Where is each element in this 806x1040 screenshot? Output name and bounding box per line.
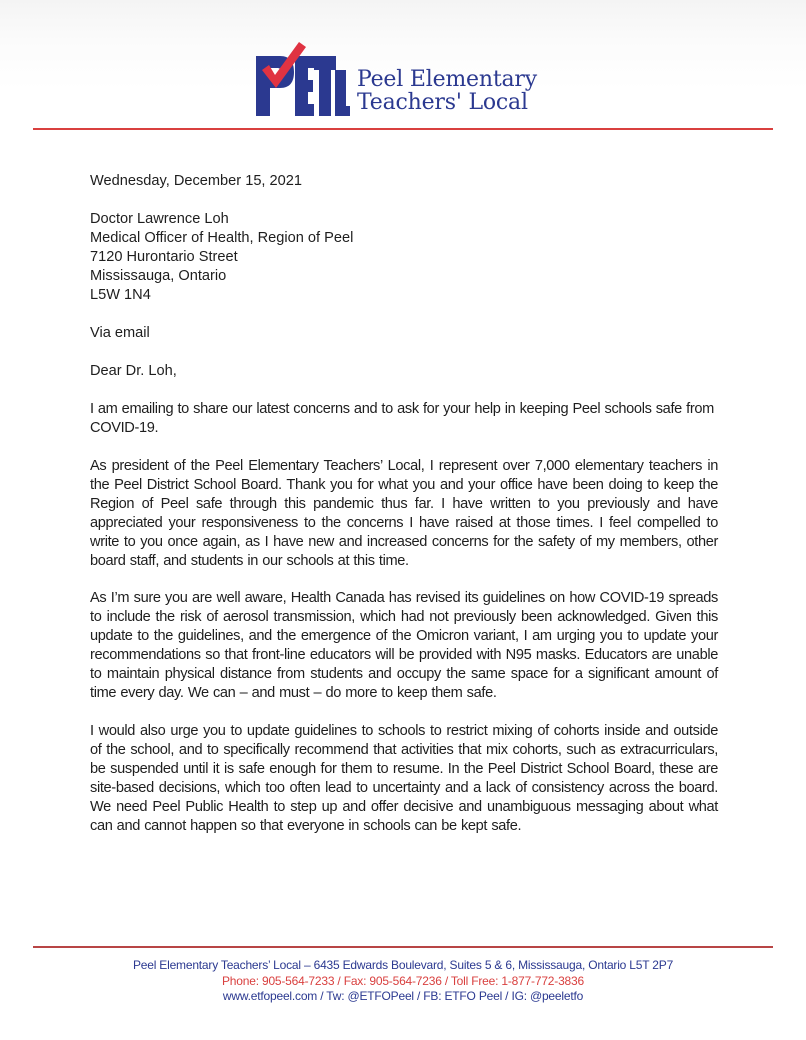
body-paragraph: I am emailing to share our latest concerns and to ask for your help in keeping Peel schools safe from COVID-19. bbox=[90, 401, 714, 436]
recipient-address bbox=[90, 210, 718, 305]
footer-address: Peel Elementary Teachers’ Local – 6435 Edwards Boulevard, Suites 5 & 6, Mississauga, Ontario L5T 2P7 bbox=[132, 958, 674, 972]
recipient-name: Doctor Lawrence Loh bbox=[90, 211, 229, 227]
org-name-line1: Peel Elementary bbox=[357, 67, 537, 92]
footer-phones: Phone: 905-564-7233 / Fax: 905-564-7236 / Toll Free: 1-877-772-3836 bbox=[222, 973, 584, 988]
footer-divider bbox=[33, 946, 773, 948]
petl-logo bbox=[254, 40, 350, 118]
body-paragraph: I would also urge you to update guidelines to schools to restrict mixing of cohorts inside and outside of the school, and to specifically recommend that activities that mix cohorts, such as extracurriculars, be suspended until it is safe enough for them to resume. In the Peel District School Board, these are site-based decisions, which too often lead to uncertainty and a lack of consistency across the board. We need Peel Public Health to step up and offer decisive and unambiguous messaging about what can and cannot happen so that everyone in schools can be kept safe. bbox=[90, 722, 718, 834]
header-divider bbox=[33, 128, 773, 130]
body-paragraph: As president of the Peel Elementary Teachers’ Local, I represent over 7,000 elementary teachers in the Peel District School Board. Thank you for what you and your office have been doing to keep the Region of Peel safe through this pandemic thus far. I have written to you previously and have appreciated your responsiveness to the concerns I have raised at those times. I feel compelled to write to you once again, as I have new and increased concerns for the safety of my members, other board staff, and students in our schools at this time. bbox=[90, 457, 718, 569]
org-name-line2: Teachers' Local bbox=[357, 90, 528, 115]
letter-body bbox=[90, 172, 718, 854]
salutation: Dear Dr. Loh, bbox=[90, 363, 177, 379]
recipient-postal-code: L5W 1N4 bbox=[90, 287, 151, 303]
footer-web-social: www.etfopeel.com / Tw: @ETFOPeel / FB: ETFO Peel / IG: @peeletfo bbox=[222, 989, 584, 1003]
body-paragraph: As I’m sure you are well aware, Health Canada has revised its guidelines on how COVID-19 spreads to include the risk of aerosol transmission, which had not previously been acknowledged. Given this update to the guidelines, and the emergence of the Omicron variant, I am urging you to update your recommendations so that front-line educators will be provided with N95 masks. Educators are unable to maintain physical distance from students and occupy the same space for a significant amount of time every day. We can – and must – do more to keep them safe. bbox=[90, 590, 718, 701]
letter-date: Wednesday, December 15, 2021 bbox=[90, 173, 303, 189]
letter-footer bbox=[0, 958, 806, 1005]
recipient-city: Mississauga, Ontario bbox=[90, 268, 227, 284]
letterhead bbox=[0, 0, 806, 135]
org-name bbox=[357, 68, 537, 114]
recipient-street: 7120 Hurontario Street bbox=[90, 249, 238, 265]
recipient-title: Medical Officer of Health, Region of Peel bbox=[90, 230, 354, 246]
delivery-method: Via email bbox=[90, 325, 150, 341]
